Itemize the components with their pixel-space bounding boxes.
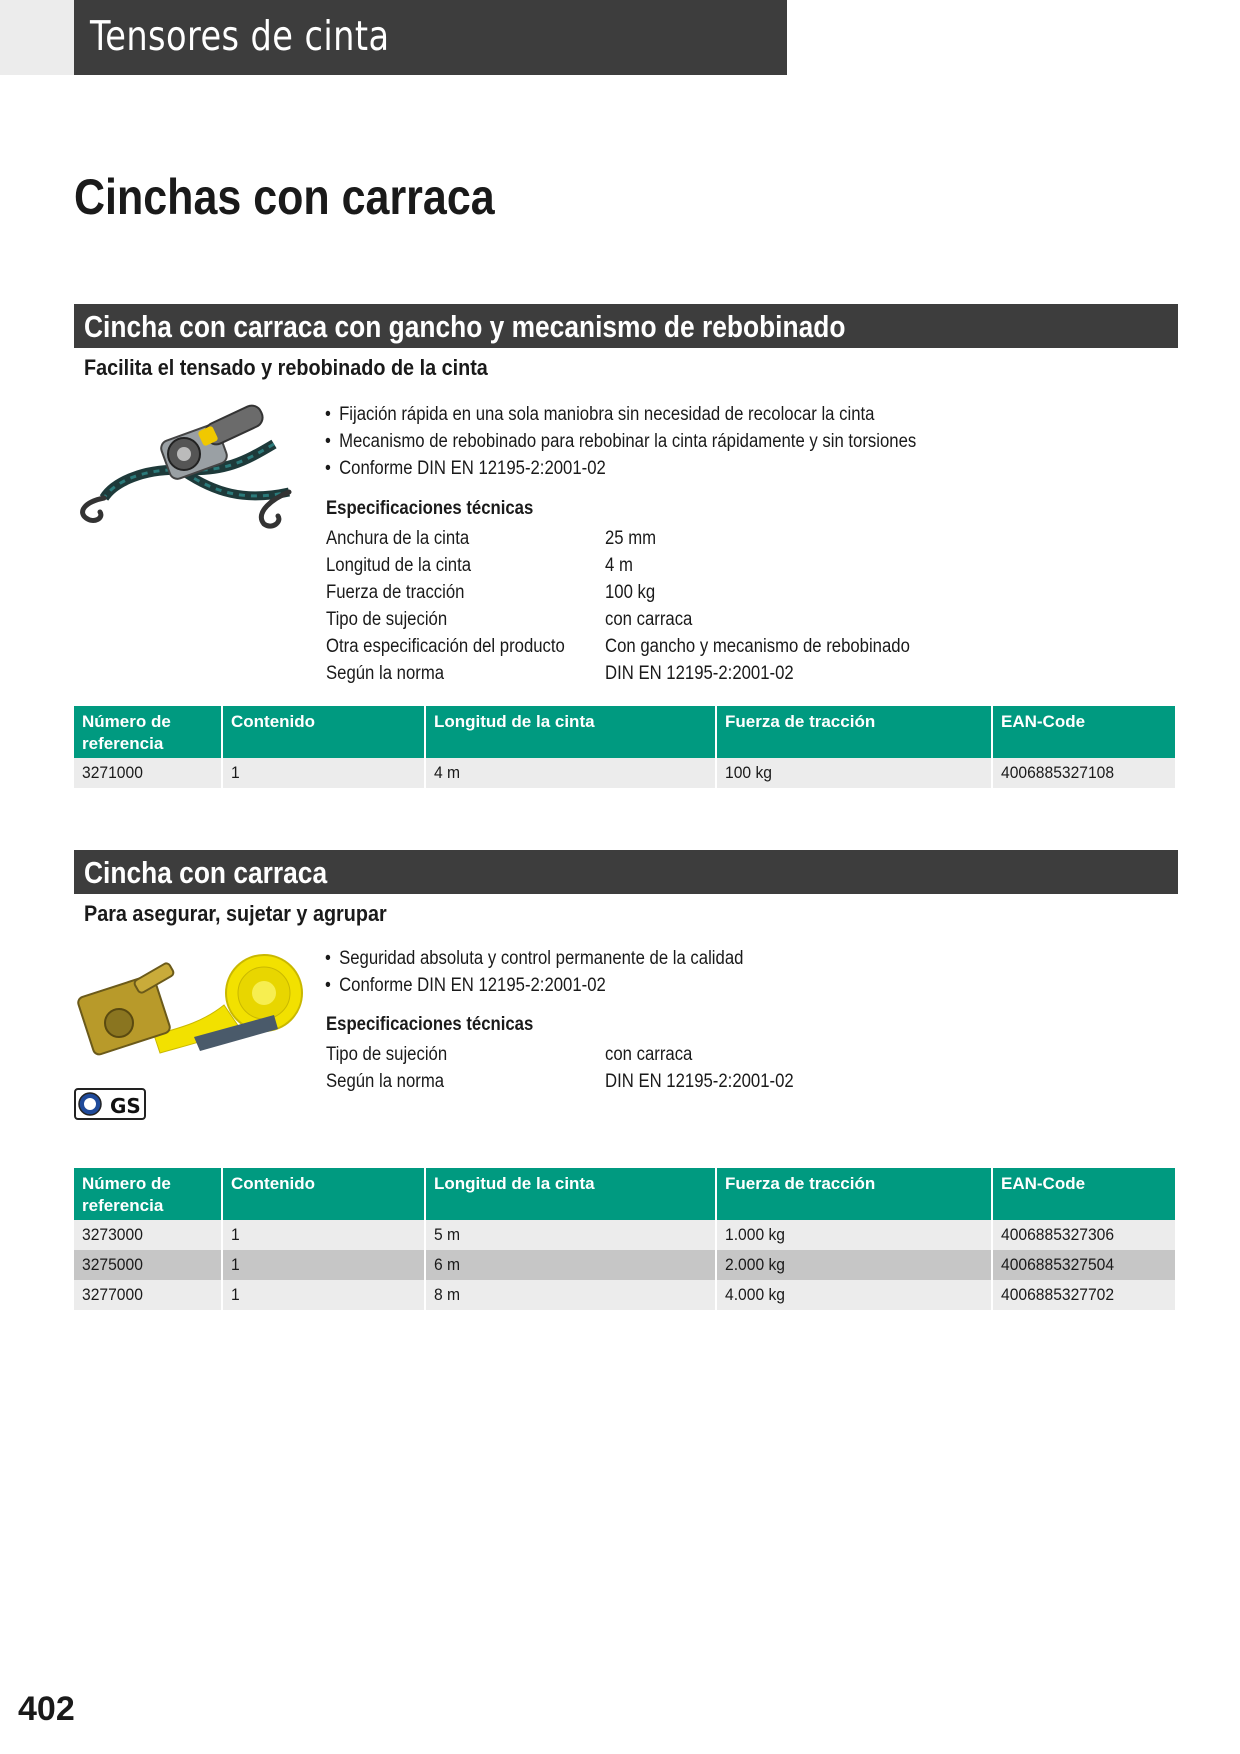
svg-text:GS: GS [110, 1094, 141, 1118]
product-2-spec-list [326, 1041, 1026, 1095]
table-row [74, 1220, 1175, 1250]
table-cell: 6 m [425, 1250, 716, 1280]
feature-item: • Mecanismo de rebobinado para rebobinar la cinta rápidamente y sin torsiones [325, 428, 916, 455]
spec-value: 25 mm [605, 528, 657, 549]
table-cell: 4006885327306 [992, 1220, 1175, 1250]
spec-label: Según la norma [326, 663, 445, 684]
spec-row [326, 633, 1026, 660]
tuv-gs-certification-icon [74, 1088, 146, 1120]
column-header-ean: EAN-Code [992, 1168, 1175, 1220]
feature-item: • Fijación rápida en una sola maniobra sin necesidad de recolocar la cinta [325, 401, 916, 428]
spec-value: DIN EN 12195-2:2001-02 [605, 1071, 794, 1092]
spec-label: Según la norma [326, 1071, 445, 1092]
spec-value: 100 kg [605, 582, 656, 603]
category-header [74, 0, 787, 75]
column-header-reference: Número de referencia [74, 1168, 222, 1220]
spec-row [326, 552, 1026, 579]
column-header-ean: EAN-Code [992, 706, 1175, 758]
product-1-header [74, 304, 1178, 348]
spec-label: Otra especificación del producto [326, 636, 565, 657]
table-cell: 4006885327702 [992, 1280, 1175, 1310]
column-header-content: Contenido [222, 1168, 425, 1220]
table-cell: 3273000 [74, 1220, 222, 1250]
table-cell: 2.000 kg [716, 1250, 992, 1280]
table-cell: 1 [222, 1280, 425, 1310]
product-1-table [74, 706, 1175, 788]
yellow-ratchet-strap-icon [74, 945, 304, 1075]
spec-row [326, 579, 1026, 606]
table-cell: 1 [222, 1250, 425, 1280]
product-2-header [74, 850, 1178, 894]
spec-row [326, 1068, 1026, 1095]
table-cell: 100 kg [716, 758, 992, 788]
column-header-reference: Número de referencia [74, 706, 222, 758]
table-cell: 3271000 [74, 758, 222, 788]
spec-row [326, 606, 1026, 633]
table-cell: 4006885327108 [992, 758, 1175, 788]
spec-row [326, 525, 1026, 552]
product-1-spec-list [326, 525, 1026, 687]
spec-value: Con gancho y mecanismo de rebobinado [605, 636, 910, 657]
feature-item: • Seguridad absoluta y control permanente de la calidad [325, 945, 743, 972]
column-header-length: Longitud de la cinta [425, 706, 716, 758]
table-cell: 8 m [425, 1280, 716, 1310]
table-cell: 4.000 kg [716, 1280, 992, 1310]
spec-label: Tipo de sujeción [326, 1044, 448, 1065]
table-cell: 1.000 kg [716, 1220, 992, 1250]
column-header-length: Longitud de la cinta [425, 1168, 716, 1220]
column-header-force: Fuerza de tracción [716, 706, 992, 758]
page-number: 402 [18, 1690, 75, 1728]
ratchet-strap-with-hooks-icon [74, 402, 304, 532]
product-2-spec-title: Especificaciones técnicas [326, 1014, 534, 1035]
product-1-title: Cincha con carraca con gancho y mecanismo de rebobinado [84, 309, 846, 344]
table-cell: 4006885327504 [992, 1250, 1175, 1280]
spec-label: Fuerza de tracción [326, 582, 465, 603]
feature-item: • Conforme DIN EN 12195-2:2001-02 [325, 972, 743, 999]
spec-value: 4 m [605, 555, 633, 576]
product-1-spec-title: Especificaciones técnicas [326, 498, 534, 519]
product-1-features [325, 401, 997, 482]
product-2-features [325, 945, 800, 999]
spec-label: Anchura de la cinta [326, 528, 470, 549]
column-header-force: Fuerza de tracción [716, 1168, 992, 1220]
spec-label: Longitud de la cinta [326, 555, 472, 576]
spec-label: Tipo de sujeción [326, 609, 448, 630]
table-cell: 4 m [425, 758, 716, 788]
table-cell: 3275000 [74, 1250, 222, 1280]
table-header-row [74, 706, 1175, 758]
product-2-table [74, 1168, 1175, 1310]
spec-value: con carraca [605, 609, 693, 630]
table-row [74, 758, 1175, 788]
category-title: Tensores de cinta [90, 12, 390, 60]
table-row [74, 1250, 1175, 1280]
table-header-row [74, 1168, 1175, 1220]
product-2-subtitle: Para asegurar, sujetar y agrupar [84, 901, 387, 926]
column-header-content: Contenido [222, 706, 425, 758]
table-cell: 1 [222, 1220, 425, 1250]
header-tab-background [0, 0, 74, 75]
page-title: Cinchas con carraca [74, 169, 495, 225]
table-cell: 1 [222, 758, 425, 788]
table-cell: 3277000 [74, 1280, 222, 1310]
spec-row [326, 1041, 1026, 1068]
spec-value: con carraca [605, 1044, 693, 1065]
product-1-subtitle: Facilita el tensado y rebobinado de la cinta [84, 355, 488, 380]
spec-value: DIN EN 12195-2:2001-02 [605, 663, 794, 684]
spec-row [326, 660, 1026, 687]
table-cell: 5 m [425, 1220, 716, 1250]
table-row [74, 1280, 1175, 1310]
product-2-title: Cincha con carraca [84, 855, 328, 890]
feature-item: • Conforme DIN EN 12195-2:2001-02 [325, 455, 916, 482]
